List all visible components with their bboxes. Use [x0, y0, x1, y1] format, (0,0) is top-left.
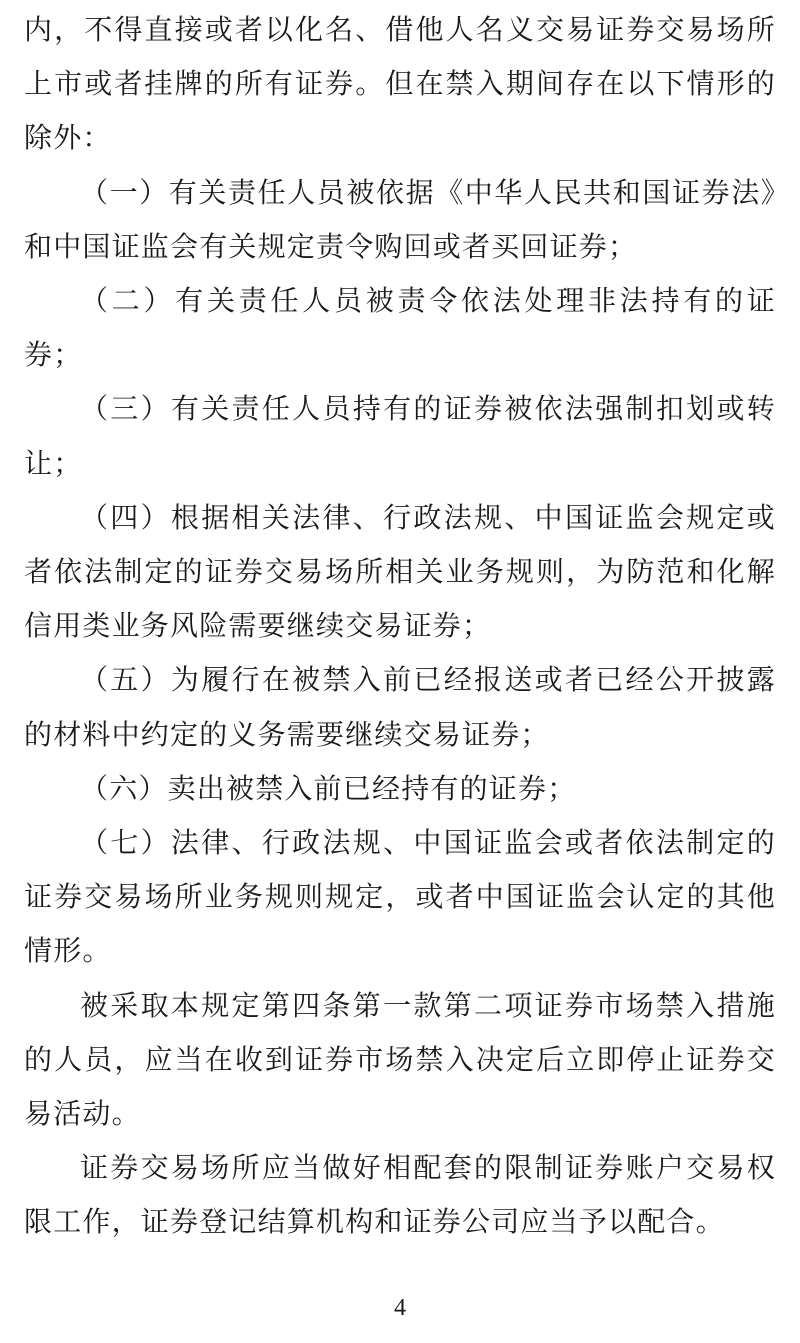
- paragraph-exchange-cooperation: 证券交易场所应当做好相配套的限制证券账户交易权限工作，证券登记结算机构和证券公司应当予以配合。: [24, 1151, 776, 1239]
- paragraph-continuation: 内，不得直接或者以化名、借他人名义交易证券交易场所上市或者挂牌的所有证券。但在禁入期间存在以下情形的除外：: [24, 13, 776, 155]
- list-item-3: （三）有关责任人员持有的证券被依法强制扣划或转让；: [24, 392, 776, 480]
- paragraph-trading-stop: 被采取本规定第四条第一款第二项证券市场禁入措施的人员，应当在收到证券市场禁入决定后立即停止证券交易活动。: [24, 988, 776, 1131]
- list-item-1: （一）有关责任人员被依据《中华人民共和国证券法》和中国证监会有关规定责令购回或者买回证券；: [24, 175, 776, 263]
- list-item-7: （七）法律、行政法规、中国证监会或者依法制定的证券交易场所业务规则规定，或者中国证监会认定的其他情形。: [24, 826, 776, 968]
- list-item-4: （四）根据相关法律、行政法规、中国证监会规定或者依法制定的证券交易场所相关业务规则，为防范和化解信用类业务风险需要继续交易证券；: [24, 500, 776, 643]
- body-text: [24, 3, 776, 1250]
- list-item-6: （六）卖出被禁入前已经持有的证券；: [80, 771, 577, 805]
- list-item-5: （五）为履行在被禁入前已经报送或者已经公开披露的材料中约定的义务需要继续交易证券；: [24, 663, 776, 751]
- page-number: 4: [394, 1295, 406, 1321]
- list-item-2: （二）有关责任人员被责令依法处理非法持有的证券；: [24, 284, 776, 372]
